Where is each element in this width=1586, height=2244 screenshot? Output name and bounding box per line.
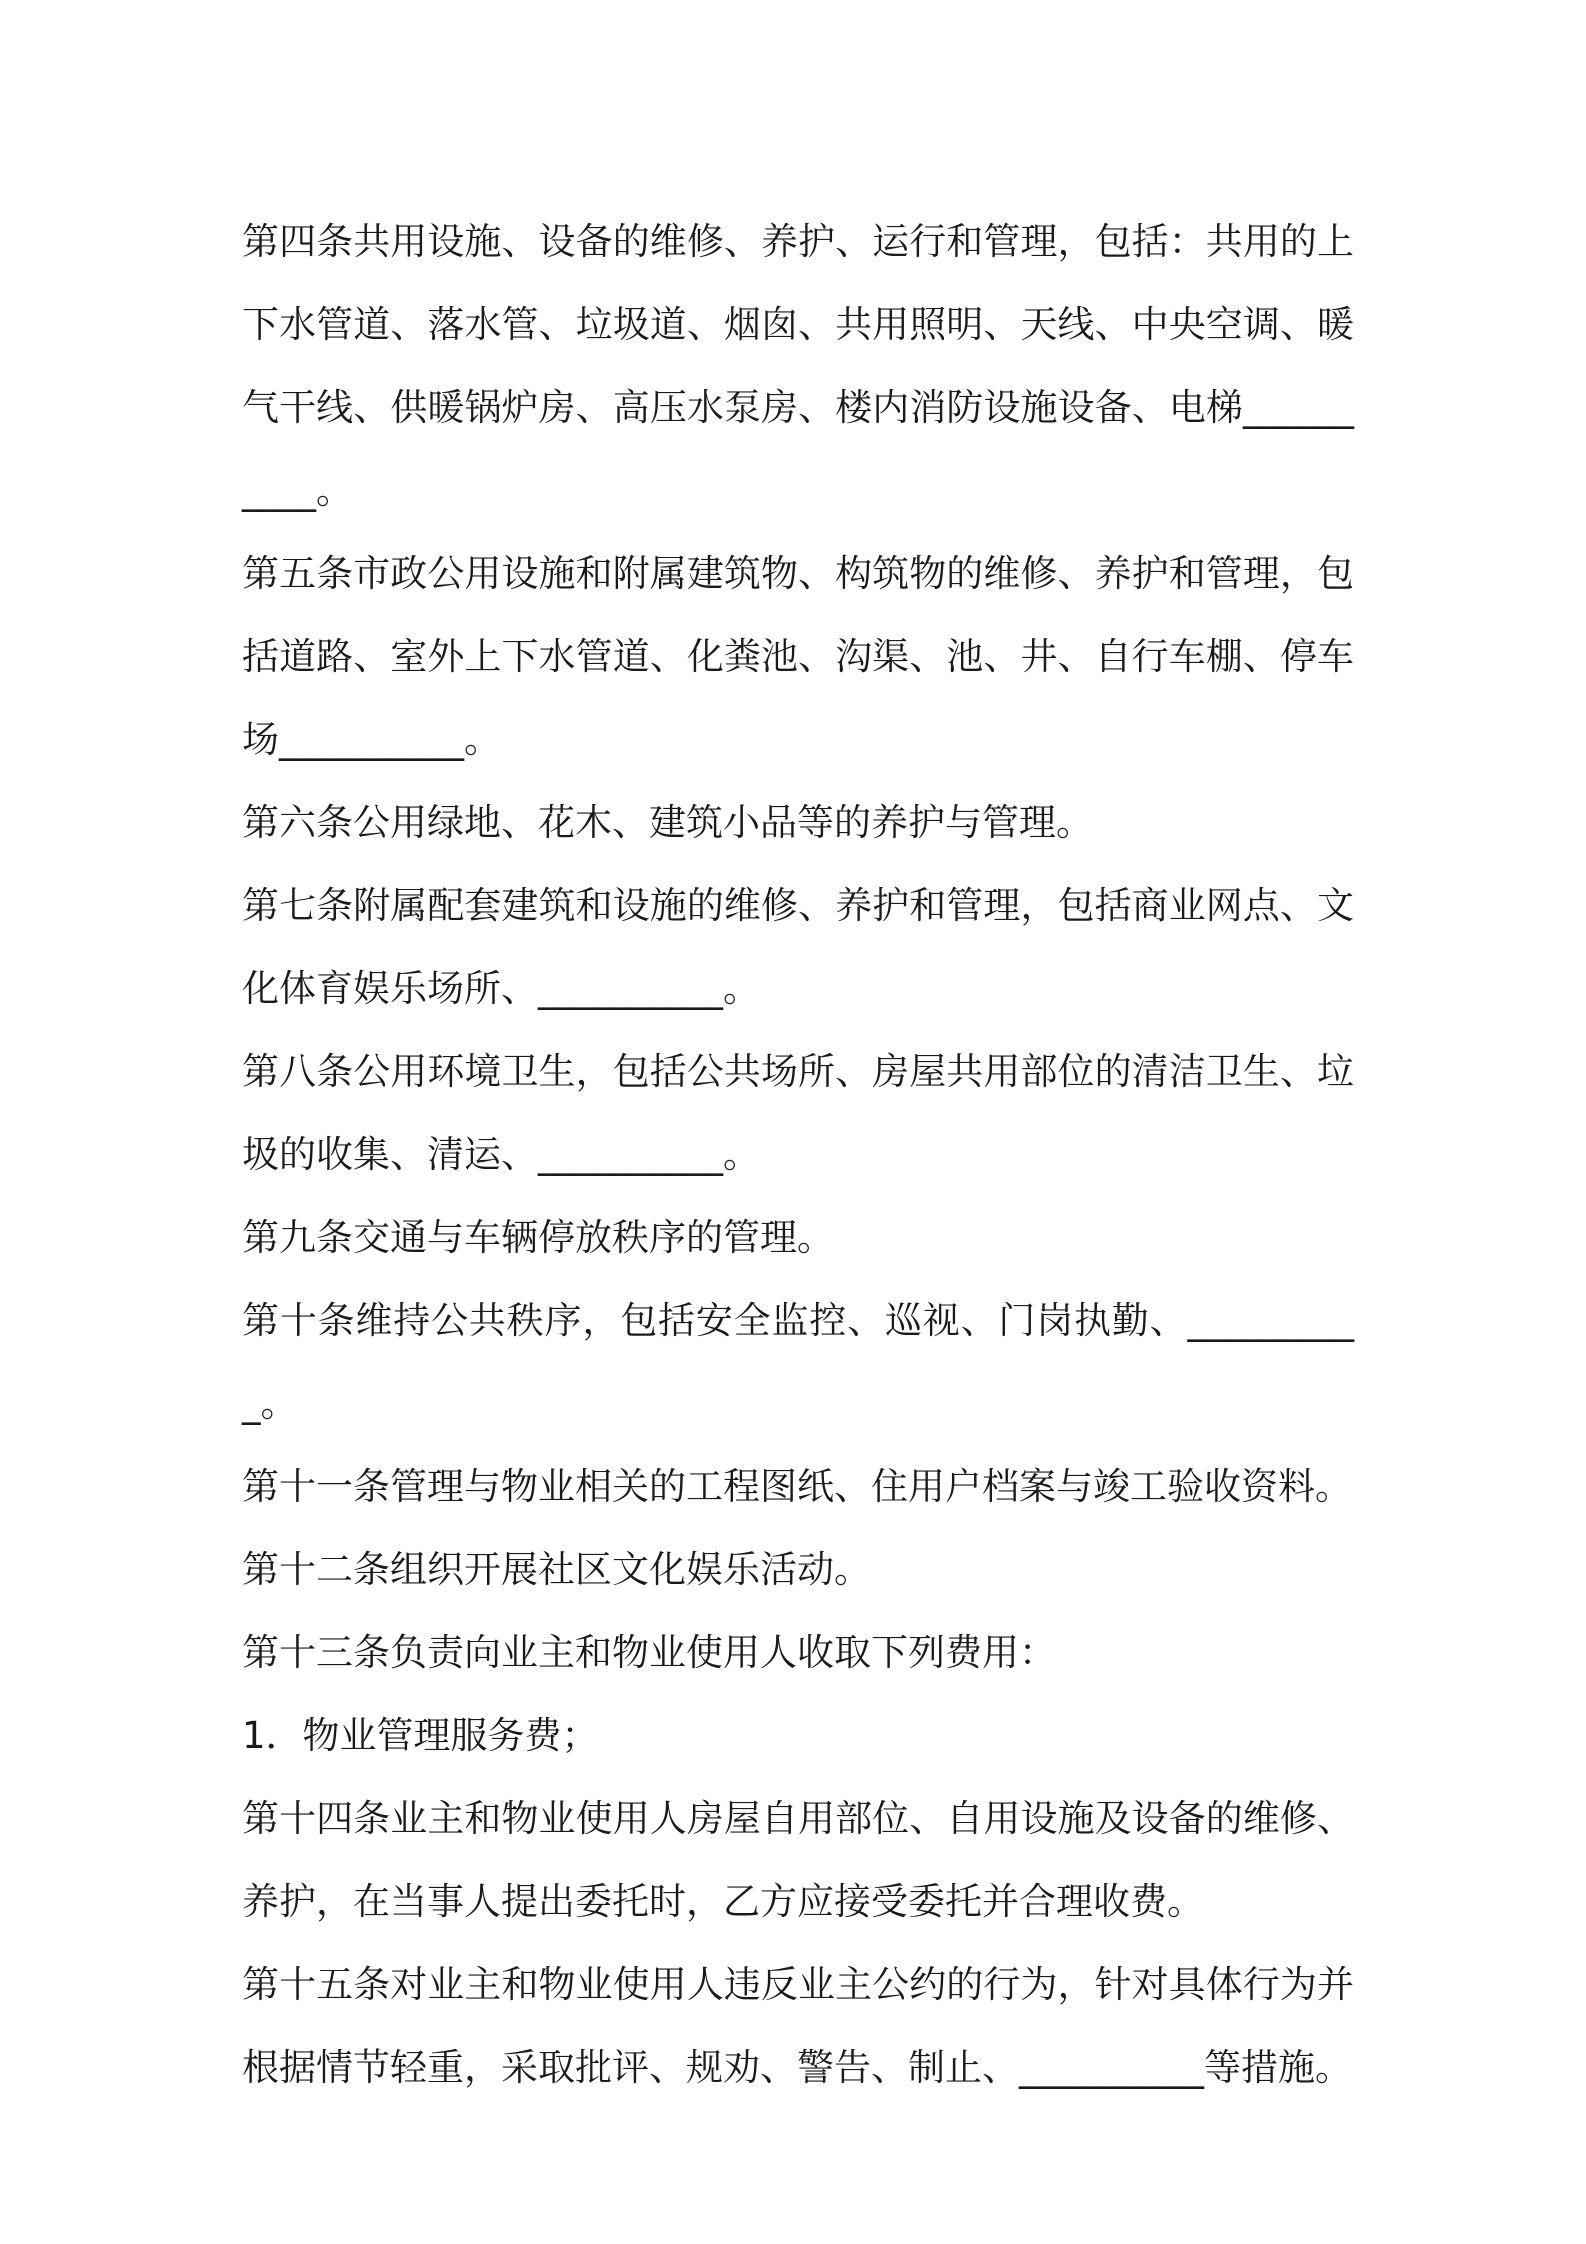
article-10: 第十条维持公共秩序，包括安全监控、巡视、门岗执勤、__________。 <box>242 1299 1354 1425</box>
article-13: 第十三条负责向业主和物业使用人收取下列费用： <box>242 1631 1056 1674</box>
article-15: 第十五条对业主和物业使用人违反业主公约的行为，针对具体行为并根据情节轻重，采取批评、规劝、警告、制止、__________等措施。 <box>242 1963 1354 2089</box>
document-body <box>242 200 1354 2109</box>
article-6: 第六条公用绿地、花木、建筑小品等的养护与管理。 <box>242 801 1093 844</box>
article-5: 第五条市政公用设施和附属建筑物、构筑物的维修、养护和管理，包括道路、室外上下水管道、化粪池、沟渠、池、井、自行车棚、停车场__________。 <box>242 552 1354 761</box>
article-4: 第四条共用设施、设备的维修、养护、运行和管理，包括：共用的上下水管道、落水管、垃圾道、烟囱、共用照明、天线、中央空调、暖气干线、供暖锅炉房、高压水泵房、楼内消防设施设备、电梯__________。 <box>242 220 1354 512</box>
article-7: 第七条附属配套建筑和设施的维修、养护和管理，包括商业网点、文化体育娱乐场所、__________。 <box>242 884 1354 1010</box>
article-14: 第十四条业主和物业使用人房屋自用部位、自用设施及设备的维修、养护，在当事人提出委托时，乙方应接受委托并合理收费。 <box>242 1797 1354 1923</box>
fee-item-1: 1．物业管理服务费； <box>242 1714 599 1757</box>
article-11: 第十一条管理与物业相关的工程图纸、住用户档案与竣工验收资料。 <box>242 1465 1352 1508</box>
article-12: 第十二条组织开展社区文化娱乐活动。 <box>242 1548 871 1591</box>
article-8: 第八条公用环境卫生，包括公共场所、房屋共用部位的清洁卫生、垃圾的收集、清运、__________。 <box>242 1050 1354 1176</box>
article-9: 第九条交通与车辆停放秩序的管理。 <box>242 1216 834 1259</box>
